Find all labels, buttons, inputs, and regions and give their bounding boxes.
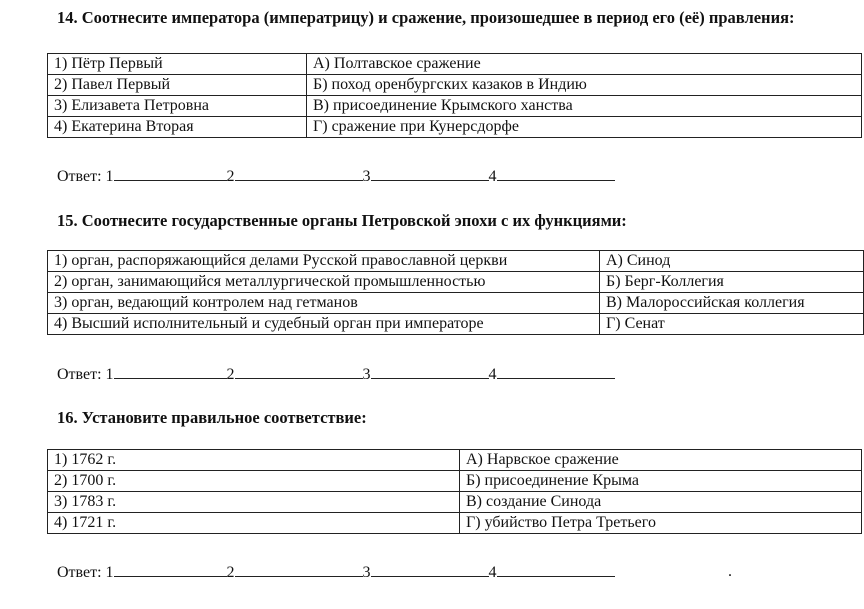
answer-line-16 [57, 562, 615, 583]
table-cell-right: Г) Сенат [600, 314, 864, 335]
trailing-dot: . [728, 563, 732, 580]
table-cell-left: 3) 1783 г. [48, 492, 460, 513]
answer-label: Ответ: 1 [57, 168, 114, 185]
answer-blank-1[interactable] [114, 562, 227, 577]
answer-blank-3[interactable] [371, 166, 489, 181]
table-cell-left: 4) 1721 г. [48, 513, 460, 534]
question-15-title: 15. Соотнесите государственные органы Петровской эпохи с их функциями: [57, 211, 627, 230]
table-row [48, 513, 862, 534]
answer-blank-2[interactable] [235, 364, 363, 379]
answer-label: Ответ: 1 [57, 366, 114, 383]
table-cell-left: 3) орган, ведающий контролем над гетманов [48, 293, 600, 314]
table-cell-right: Б) присоединение Крыма [460, 471, 862, 492]
answer-blank-1[interactable] [114, 364, 227, 379]
answer-number-2: 2 [226, 366, 235, 383]
table-row [48, 96, 862, 117]
answer-number-2: 2 [226, 168, 235, 185]
answer-blank-2[interactable] [235, 562, 363, 577]
table-cell-left: 2) 1700 г. [48, 471, 460, 492]
question-14-table [47, 53, 862, 138]
table-cell-right: А) Нарвское сражение [460, 450, 862, 471]
answer-number-4: 4 [488, 168, 497, 185]
question-16-title: 16. Установите правильное соответствие: [57, 408, 367, 427]
table-row [48, 251, 864, 272]
answer-number-3: 3 [362, 168, 371, 185]
answer-line-14 [57, 166, 615, 187]
table-row [48, 450, 862, 471]
table-row [48, 293, 864, 314]
table-cell-left: 4) Екатерина Вторая [48, 117, 307, 138]
table-row [48, 314, 864, 335]
answer-number-2: 2 [226, 564, 235, 581]
table-cell-right: А) Синод [600, 251, 864, 272]
table-cell-right: Б) поход оренбургских казаков в Индию [307, 75, 862, 96]
answer-blank-4[interactable] [497, 364, 615, 379]
table-row [48, 75, 862, 96]
table-row [48, 117, 862, 138]
table-row [48, 54, 862, 75]
question-15-table [47, 250, 864, 335]
table-cell-left: 1) 1762 г. [48, 450, 460, 471]
answer-number-3: 3 [362, 564, 371, 581]
answer-blank-3[interactable] [371, 364, 489, 379]
table-row [48, 471, 862, 492]
table-cell-left: 4) Высший исполнительный и судебный орган при императоре [48, 314, 600, 335]
answer-blank-3[interactable] [371, 562, 489, 577]
table-row [48, 272, 864, 293]
table-cell-right: В) создание Синода [460, 492, 862, 513]
answer-label: Ответ: 1 [57, 564, 114, 581]
table-cell-right: В) Малороссийская коллегия [600, 293, 864, 314]
table-cell-left: 1) Пётр Первый [48, 54, 307, 75]
question-14-title: 14. Соотнесите императора (императрицу) и сражение, произошедшее в период его (её) правления: [57, 8, 795, 27]
table-cell-left: 2) орган, занимающийся металлургической промышленностью [48, 272, 600, 293]
table-cell-right: Г) сражение при Кунерсдорфе [307, 117, 862, 138]
table-cell-left: 1) орган, распоряжающийся делами Русской православной церкви [48, 251, 600, 272]
answer-blank-4[interactable] [497, 166, 615, 181]
table-row [48, 492, 862, 513]
answer-number-4: 4 [488, 564, 497, 581]
table-cell-right: А) Полтавское сражение [307, 54, 862, 75]
answer-blank-1[interactable] [114, 166, 227, 181]
table-cell-left: 2) Павел Первый [48, 75, 307, 96]
answer-line-15 [57, 364, 615, 385]
question-16-table [47, 449, 862, 534]
table-cell-right: В) присоединение Крымского ханства [307, 96, 862, 117]
table-cell-right: Г) убийство Петра Третьего [460, 513, 862, 534]
answer-blank-2[interactable] [235, 166, 363, 181]
answer-blank-4[interactable] [497, 562, 615, 577]
table-cell-left: 3) Елизавета Петровна [48, 96, 307, 117]
table-cell-right: Б) Берг-Коллегия [600, 272, 864, 293]
answer-number-4: 4 [488, 366, 497, 383]
answer-number-3: 3 [362, 366, 371, 383]
